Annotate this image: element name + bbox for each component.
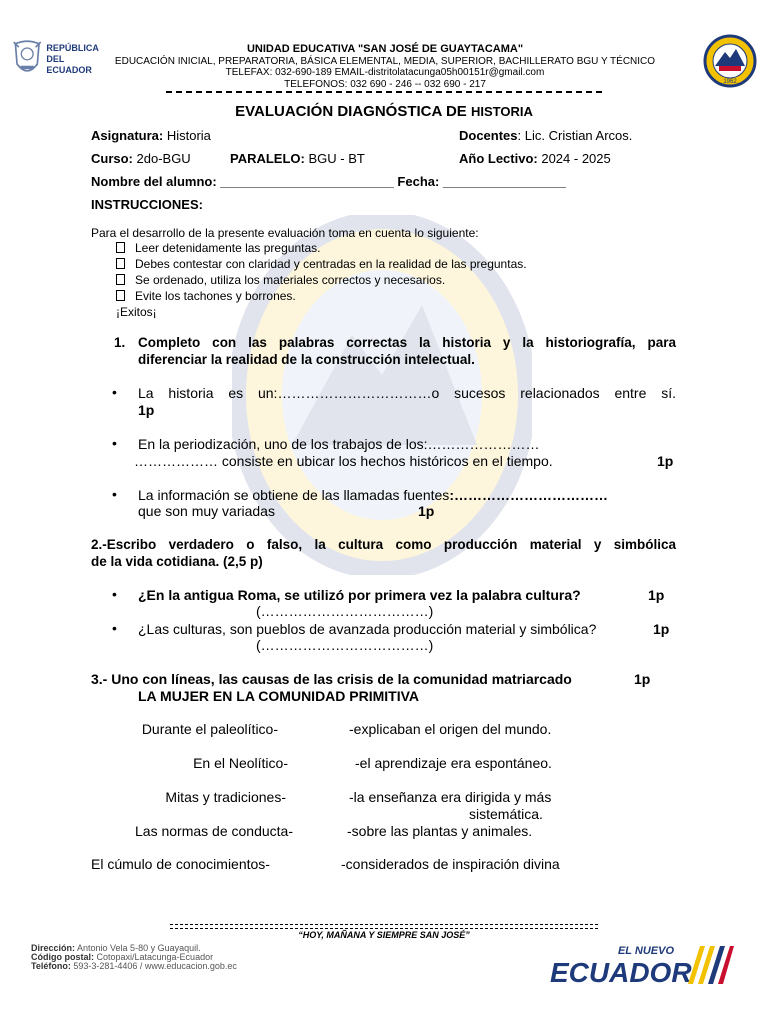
school-year-value: 2024 - 2025 — [537, 151, 611, 166]
checkbox-icon — [116, 258, 125, 269]
subject-row — [91, 128, 211, 143]
school-levels: EDUCACIÓN INICIAL, PREPARATORIA, BÁSICA ELEMENTAL, MEDIA, SUPERIOR, BACHILLERATO BGU Y TÉCNICO — [114, 56, 656, 67]
brand-top-text: EL NUEVO — [617, 945, 674, 957]
instruction-item: Evite los tachones y borrones. — [116, 288, 296, 304]
match-left-item: En el Neolítico- — [193, 755, 288, 771]
school-motto: “HOY, MAÑANA Y SIEMPRE SAN JOSÉ” — [298, 930, 470, 940]
q1-item3-line2: que son muy variadas — [138, 503, 275, 519]
teacher-value: : Lic. Cristian Arcos. — [517, 128, 633, 143]
student-name-row — [91, 174, 566, 189]
question-2-line2: de la vida cotidiana. (2,5 p) — [91, 554, 263, 569]
match-left-item: Las normas de conducta- — [135, 823, 293, 839]
instructions-intro: Para el desarrollo de la presente evaluación toma en cuenta lo siguiente: — [91, 226, 479, 240]
course-row — [91, 151, 191, 166]
q1-item2-points: 1p — [657, 453, 674, 469]
question-3-points: 1p — [634, 671, 651, 687]
evaluation-title — [100, 103, 668, 120]
bullet-icon: • — [112, 435, 117, 451]
school-year-label: Año Lectivo: — [459, 151, 538, 166]
parallel-label: PARALELO: — [230, 151, 305, 166]
seal-year: 1962 — [723, 79, 737, 85]
footer-divider — [170, 924, 598, 925]
q2-item1-answer: (………………………………) — [256, 603, 434, 619]
question-3-line1: 3.- Uno con líneas, las causas de las crisis de la comunidad matriarcado — [91, 671, 572, 687]
brand-main-text: ECUADOR — [550, 957, 692, 988]
teacher-label: Docentes — [459, 128, 518, 143]
match-right-item: -considerados de inspiración divina — [341, 856, 560, 872]
match-right-item: -el aprendizaje era espontáneo. — [355, 755, 552, 771]
checkbox-icon — [116, 242, 125, 253]
el-nuevo-ecuador-logo — [548, 940, 734, 988]
school-seal-logo — [699, 34, 761, 88]
q1-item2-line1: En la periodización, uno de los trabajos de los:…………………… — [138, 436, 540, 452]
q2-item1-text: ¿En la antigua Roma, se utilizó por primera vez la palabra cultura? — [138, 587, 581, 603]
instructions-closing: ¡Exitos¡ — [116, 305, 157, 319]
question-1-number: 1. — [114, 335, 126, 350]
teacher-row — [459, 128, 632, 143]
evaluation-title-main: EVALUACIÓN DIAGNÓSTICA DE — [235, 103, 471, 120]
q2-item2-answer: (………………………………) — [256, 637, 434, 653]
republic-line1: REPÚBLICA — [46, 42, 99, 53]
q2-item1-points: 1p — [648, 587, 665, 603]
course-label: Curso: — [91, 151, 133, 166]
coat-of-arms-icon — [12, 35, 42, 83]
q2-item2-points: 1p — [653, 621, 670, 637]
school-year-row — [459, 151, 611, 166]
instruction-item: Debes contestar con claridad y centradas en la realidad de las preguntas. — [116, 256, 527, 272]
question-1-line2: diferenciar la realidad de la construcción intelectual. — [138, 352, 475, 367]
match-right-item-cont: sistemática. — [469, 806, 543, 822]
footer-phone: Teléfono: 593-3-281-4406 / www.educacion.gob.ec — [31, 961, 237, 971]
bullet-icon: • — [112, 384, 117, 400]
match-left-item: Mitas y tradiciones- — [165, 789, 286, 805]
republic-line2: DEL ECUADOR — [46, 53, 92, 75]
match-right-item: -la enseñanza era dirigida y más — [349, 789, 552, 805]
instructions-heading — [91, 197, 203, 212]
ecuador-republic-logo — [12, 33, 102, 85]
parallel-row — [230, 151, 365, 166]
footer-address: Dirección: Antonio Vela 5-80 y Guayaquil. — [31, 943, 201, 953]
header-divider — [166, 91, 602, 93]
subject-label: Asignatura: — [91, 128, 164, 143]
evaluation-title-subject: HISTORIA — [470, 104, 533, 119]
course-value: 2do-BGU — [132, 151, 191, 166]
bullet-icon: • — [112, 586, 117, 602]
instructions-label: INSTRUCCIONES: — [91, 197, 203, 212]
q1-item1-text: La historia es un:……………………………o sucesos relacionados entre sí. — [138, 385, 676, 401]
q1-item1-points: 1p — [138, 402, 155, 418]
checkbox-icon — [116, 290, 125, 301]
bullet-icon: • — [112, 486, 117, 502]
question-3-subtitle: LA MUJER EN LA COMUNIDAD PRIMITIVA — [138, 688, 420, 704]
match-left-item: El cúmulo de conocimientos- — [91, 856, 270, 872]
school-phones: TELEFONOS: 032 690 - 246 -- 032 690 - 217 — [284, 79, 486, 90]
footer-divider — [170, 928, 598, 929]
q1-item3-line1: La información se obtiene de las llamadas fuentes:…………………………… — [138, 487, 608, 503]
q1-item3-points: 1p — [418, 503, 435, 519]
checkbox-icon — [116, 274, 125, 285]
instruction-item: Leer detenidamente las preguntas. — [116, 240, 320, 256]
school-name: UNIDAD EDUCATIVA "SAN JOSÉ DE GUAYTACAMA" — [246, 43, 524, 55]
instruction-item: Se ordenado, utiliza los materiales correctos y necesarios. — [116, 272, 445, 288]
bullet-icon: • — [112, 620, 117, 636]
school-contact: TELEFAX: 032-690-189 EMAIL-distritolatacunga05h00151r@gmail.com — [225, 67, 545, 78]
q2-item2-text: ¿Las culturas, son pueblos de avanzada producción material y simbólica? — [138, 621, 597, 637]
match-right-item: -sobre las plantas y animales. — [347, 823, 533, 839]
parallel-value: BGU - BT — [304, 151, 365, 166]
match-right-item: -explicaban el origen del mundo. — [349, 721, 552, 737]
subject-value: Historia — [163, 128, 211, 143]
student-name-label: Nombre del alumno: ________________________ Fecha: _________________ — [91, 174, 566, 189]
question-2-line1: 2.-Escribo verdadero o falso, la cultura como producción material y simbólica — [91, 537, 676, 552]
footer-postal: Código postal: Cotopaxi/Latacunga-Ecuador — [31, 952, 214, 962]
question-1-line1: Completo con las palabras correctas la historia y la historiografía, para — [138, 335, 676, 350]
q1-item2-line2: ……………… consiste en ubicar los hechos históricos en el tiempo. — [134, 453, 553, 469]
match-left-item: Durante el paleolítico- — [141, 721, 278, 737]
